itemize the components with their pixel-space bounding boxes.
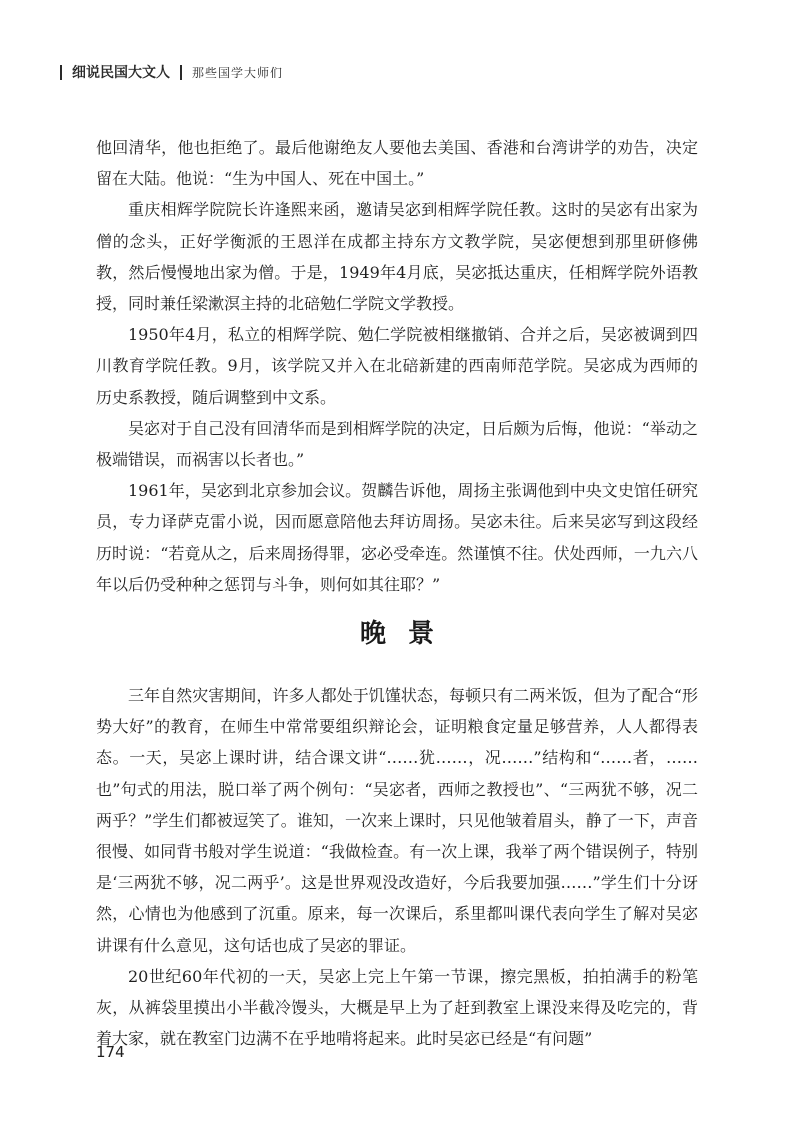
paragraph-continued: 他回清华，他也拒绝了。最后他谢绝友人要他去美国、香港和台湾讲学的劝告，决定留在大陆。他说：“生为中国人、死在中国土。”	[96, 138, 698, 189]
paragraph: 20世纪60年代初的一天，吴宓上完上午第一节课，擦完黑板，拍拍满手的粉笔灰，从裤袋里摸出小半截冷馒头，大概是早上为了赶到教室上课没来得及吃完的，背着大家，就在教室门边满不在乎地啃将起来。此时吴宓已经是“有问题”	[96, 966, 698, 1049]
book-title: 细说民国大文人	[72, 65, 170, 81]
chapter-title: 那些国学大师们	[192, 65, 284, 80]
running-header	[60, 60, 283, 84]
header-rule-left	[60, 65, 62, 80]
body-text-top	[96, 132, 698, 600]
section-title: 晚景	[359, 619, 456, 649]
paragraph: 1961年，吴宓到北京参加会议。贺麟告诉他，周扬主张调他到中央文史馆任研究员，专力译萨克雷小说，因而愿意陪他去拜访周扬。吴宓未往。后来吴宓写到这段经历时说：“若竟从之，后来周扬得罪，宓必受牵连。然谨慎不往。伏处西师，一九六八年以后仍受种种之惩罚与斗争，则何如其往耶？”	[96, 481, 698, 594]
paragraph: 重庆相辉学院院长许逢熙来函，邀请吴宓到相辉学院任教。这时的吴宓有出家为僧的念头，正好学衡派的王恩洋在成都主持东方文教学院，吴宓便想到那里研修佛教，然后慢慢地出家为僧。于是，1949年4月底，吴宓抵达重庆，任相辉学院外语教授，同时兼任梁漱溟主持的北碚勉仁学院文学教授。	[96, 200, 698, 314]
body-text-section	[96, 680, 698, 1054]
page-number: 174	[96, 1043, 125, 1061]
paragraph: 1950年4月，私立的相辉学院、勉仁学院被相继撤销、合并之后，吴宓被调到四川教育学院任教。9月，该学院又并入在北碚新建的西南师范学院。吴宓成为西师的历史系教授，随后调整到中文系。	[96, 325, 698, 407]
paragraph: 吴宓对于自己没有回清华而是到相辉学院的决定，日后颇为后悔，他说：“举动之极端错误，而祸害以长者也。”	[96, 418, 698, 470]
paragraph: 三年自然灾害期间，许多人都处于饥馑状态，每顿只有二两米饭，但为了配合“形势大好”的教育，在师生中常常要组织辩论会，证明粮食定量足够营养，人人都得表态。一天，吴宓上课时讲，结合课文讲“……犹……，况……”结构和“……者，……也”句式的用法，脱口举了两个例句：“吴宓者，西师之教授也”、“三两犹不够，况二两乎？”学生们都被逗笑了。谁知，一次来上课时，只见他皱着眉头，静了一下，声音很慢、如同背书般对学生说道：“我做检查。有一次上课，我举了两个错误例子，特别是‘三两犹不够，况二两乎’。这是世界观没改造好，今后我要加强……”学生们十分讶然，心情也为他感到了沉重。原来，每一次课后，系里都叫课代表向学生了解对吴宓讲课有什么意见，这句话也成了吴宓的罪证。	[96, 686, 698, 955]
header-rule-middle	[180, 65, 182, 80]
